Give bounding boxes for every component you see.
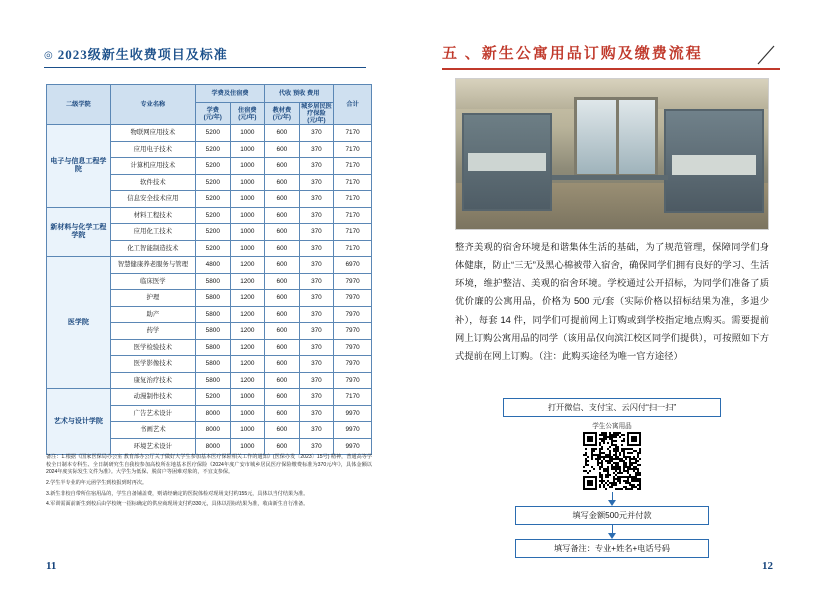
note-line: 备注：1.根据《国家医保局办公室 教育部办公厅关于做好大学生参加基本医疗保险相关工作的通知》(医保办发〔2023〕15号) 精神，普通高等学校全日制本专科生、全日制研究生自我校参加高校所在地基本医疗保险《2024年度广安市城乡居民医疗保险缴费标准为370元/年》，具体金额以2024年度实际发生文件为准》。大学生为低保、脱贫户等困难对象的，不宜支参保。 — [46, 454, 372, 476]
section-body-text — [455, 238, 769, 365]
cell-total: 7970 — [334, 356, 372, 373]
left-page — [0, 0, 408, 615]
cell-dorm: 1000 — [230, 174, 265, 191]
cell-insurance: 370 — [299, 372, 334, 389]
cell-insurance: 370 — [299, 158, 334, 175]
cell-book: 600 — [265, 141, 300, 158]
title-bullet-icon: ◎ — [44, 50, 54, 61]
cell-tuition: 5200 — [196, 224, 231, 241]
cell-major: 临床医学 — [110, 273, 195, 290]
cell-tuition: 5800 — [196, 339, 231, 356]
body-paragraph: 整齐美观的宿舍环境是和谐集体生活的基础，为了规范管理，保障同学们身体健康，防止“三无”及黑心棉被带入宿舍，确保同学们拥有良好的学习、生活环境，维护整洁、美观的宿舍环境。学校通过公开招标，为同学们准备了质优价廉的公寓用品，价格为 500 元/套（实际价格以招标结果为准，多退少补），每套 14 件，同学们可提前网上订购或到学校指定地点购买。需要提前网上订购公寓用品的同学（该用品仅向滨江校区同学们提供），可按照如下方式提前在网上订购。（注：此购买途径为唯一官方途径） — [455, 242, 769, 361]
fee-table-body — [47, 125, 372, 455]
cell-major: 应用化工技术 — [110, 224, 195, 241]
cell-tuition: 5200 — [196, 207, 231, 224]
cell-major: 材料工程技术 — [110, 207, 195, 224]
cell-dorm: 1000 — [230, 224, 265, 241]
cell-insurance: 370 — [299, 405, 334, 422]
cell-tuition: 5200 — [196, 240, 231, 257]
heading-underline — [442, 68, 780, 70]
cell-tuition: 5800 — [196, 356, 231, 373]
qr-code-wrapper — [455, 432, 769, 490]
cell-book: 600 — [265, 273, 300, 290]
right-page-number: 12 — [762, 560, 773, 572]
cell-dorm: 1000 — [230, 141, 265, 158]
cell-insurance: 370 — [299, 438, 334, 455]
cell-total: 7170 — [334, 207, 372, 224]
cell-book: 600 — [265, 356, 300, 373]
cell-total: 7970 — [334, 323, 372, 340]
cell-book: 600 — [265, 257, 300, 274]
cell-insurance: 370 — [299, 125, 334, 142]
cell-total: 7970 — [334, 290, 372, 307]
cell-major: 动漫制作技术 — [110, 389, 195, 406]
cell-major: 物联网应用技术 — [110, 125, 195, 142]
cell-tuition: 5200 — [196, 125, 231, 142]
cell-book: 600 — [265, 158, 300, 175]
table-row — [47, 125, 372, 142]
cell-total: 9970 — [334, 405, 372, 422]
cell-insurance: 370 — [299, 207, 334, 224]
cell-dorm: 1000 — [230, 389, 265, 406]
cell-major: 应用电子技术 — [110, 141, 195, 158]
cell-tuition: 5200 — [196, 389, 231, 406]
cell-major: 医学影像技术 — [110, 356, 195, 373]
cell-dorm: 1000 — [230, 207, 265, 224]
th-book: 教材费 (元/年) — [265, 103, 300, 125]
fee-table-head — [47, 85, 372, 125]
cell-book: 600 — [265, 339, 300, 356]
th-insurance: 城乡居民医疗保险 (元/年) — [300, 103, 332, 125]
cell-book: 600 — [265, 389, 300, 406]
cell-total: 7970 — [334, 339, 372, 356]
cell-tuition: 5200 — [196, 191, 231, 208]
cell-book: 600 — [265, 405, 300, 422]
left-title-text: 2023级新生收费项目及标准 — [57, 47, 228, 62]
flow-connector-1 — [612, 492, 613, 500]
cell-major: 软件技术 — [110, 174, 195, 191]
cell-insurance: 370 — [299, 257, 334, 274]
cell-dorm: 1200 — [230, 257, 265, 274]
cell-insurance: 370 — [299, 339, 334, 356]
cell-insurance: 370 — [299, 290, 334, 307]
right-page — [408, 0, 817, 615]
cell-college: 艺术与设计学院 — [47, 389, 111, 455]
cell-tuition: 5800 — [196, 306, 231, 323]
cell-major: 医学检验技术 — [110, 339, 195, 356]
cell-total: 7170 — [334, 224, 372, 241]
cell-major: 护理 — [110, 290, 195, 307]
cell-insurance: 370 — [299, 273, 334, 290]
cell-college: 新材料与化学工程学院 — [47, 207, 111, 257]
fee-table — [46, 84, 372, 455]
cell-tuition: 8000 — [196, 438, 231, 455]
qr-caption: 学生公寓用品 — [592, 423, 632, 430]
photo-window — [574, 97, 658, 177]
cell-dorm: 1200 — [230, 273, 265, 290]
note-line: 2.学生半专业的年元函学生到校报到时再次。 — [46, 479, 148, 486]
cell-dorm: 1200 — [230, 339, 265, 356]
left-page-title — [44, 44, 366, 68]
photo-bed-right — [664, 109, 764, 213]
cell-total: 7170 — [334, 174, 372, 191]
cell-total: 6970 — [334, 257, 372, 274]
cell-total: 7970 — [334, 306, 372, 323]
left-page-number: 11 — [46, 560, 57, 572]
photo-bed-left — [462, 113, 552, 211]
table-row — [47, 207, 372, 224]
cell-tuition: 5200 — [196, 158, 231, 175]
flow-step-1: 打开微信、支付宝、云闪付“扫一扫” — [503, 398, 721, 417]
table-row — [47, 257, 372, 274]
cell-dorm: 1200 — [230, 372, 265, 389]
cell-dorm: 1000 — [230, 125, 265, 142]
cell-total: 9970 — [334, 422, 372, 439]
th-dorm: 住宿费 (元/年) — [230, 103, 265, 125]
cell-tuition: 5800 — [196, 273, 231, 290]
cell-dorm: 1200 — [230, 290, 265, 307]
cell-total: 7970 — [334, 372, 372, 389]
cell-tuition: 4800 — [196, 257, 231, 274]
flow-step-2: 填写金额500元并付款 — [515, 506, 709, 525]
cell-college: 医学院 — [47, 257, 111, 389]
th-major: 专业名称 — [110, 85, 195, 125]
cell-major: 环境艺术设计 — [110, 438, 195, 455]
cell-book: 600 — [265, 306, 300, 323]
cell-dorm: 1200 — [230, 306, 265, 323]
decorative-slash-icon — [756, 44, 776, 66]
cell-college: 电子与信息工程学院 — [47, 125, 111, 208]
cell-insurance: 370 — [299, 306, 334, 323]
cell-insurance: 370 — [299, 224, 334, 241]
cell-total: 7170 — [334, 240, 372, 257]
cell-total: 7170 — [334, 125, 372, 142]
section-heading — [442, 42, 780, 70]
cell-tuition: 5800 — [196, 290, 231, 307]
cell-major: 书画艺术 — [110, 422, 195, 439]
cell-book: 600 — [265, 191, 300, 208]
cell-book: 600 — [265, 224, 300, 241]
cell-total: 7970 — [334, 273, 372, 290]
th-collected-group: 代收 预收 费用 — [265, 85, 334, 103]
cell-tuition: 5800 — [196, 323, 231, 340]
cell-total: 9970 — [334, 438, 372, 455]
cell-total: 7170 — [334, 141, 372, 158]
cell-insurance: 370 — [299, 356, 334, 373]
cell-insurance: 370 — [299, 240, 334, 257]
cell-dorm: 1000 — [230, 438, 265, 455]
flow-connector-2 — [612, 525, 613, 533]
cell-dorm: 1200 — [230, 323, 265, 340]
cell-major: 化工智能制造技术 — [110, 240, 195, 257]
photo-rail — [552, 175, 668, 180]
th-college: 二级学院 — [47, 85, 111, 125]
cell-major: 计算机应用技术 — [110, 158, 195, 175]
fee-notes — [46, 454, 372, 512]
cell-dorm: 1200 — [230, 356, 265, 373]
cell-dorm: 1000 — [230, 191, 265, 208]
cell-insurance: 370 — [299, 174, 334, 191]
cell-insurance: 370 — [299, 191, 334, 208]
cell-book: 600 — [265, 290, 300, 307]
cell-insurance: 370 — [299, 323, 334, 340]
cell-book: 600 — [265, 323, 300, 340]
cell-book: 600 — [265, 125, 300, 142]
flow-step-3: 填写备注：专业+姓名+电话号码 — [515, 539, 709, 558]
cell-total: 7170 — [334, 191, 372, 208]
cell-dorm: 1000 — [230, 405, 265, 422]
cell-tuition: 5200 — [196, 174, 231, 191]
qr-code-icon — [583, 432, 641, 490]
cell-insurance: 370 — [299, 141, 334, 158]
cell-tuition: 5200 — [196, 141, 231, 158]
cell-major: 助产 — [110, 306, 195, 323]
cell-major: 智慧健康养老服务与管理 — [110, 257, 195, 274]
cell-total: 7170 — [334, 158, 372, 175]
note-line: 3.新生非校自带所住宿用品的，学生自备铺盖费，则请经确定的医院体检对现场支付约155元，具体以当付结果为准。 — [46, 490, 309, 497]
cell-major: 广告艺术设计 — [110, 405, 195, 422]
section-heading-text: 五 、新生公寓用品订购及缴费流程 — [442, 46, 703, 62]
cell-insurance: 370 — [299, 389, 334, 406]
table-row — [47, 389, 372, 406]
cell-tuition: 8000 — [196, 405, 231, 422]
th-tuition-group: 学费及住宿费 — [196, 85, 265, 103]
cell-book: 600 — [265, 240, 300, 257]
cell-dorm: 1000 — [230, 240, 265, 257]
cell-tuition: 8000 — [196, 422, 231, 439]
cell-book: 600 — [265, 207, 300, 224]
cell-book: 600 — [265, 174, 300, 191]
cell-total: 7170 — [334, 389, 372, 406]
cell-major: 信息安全技术应用 — [110, 191, 195, 208]
cell-dorm: 1000 — [230, 422, 265, 439]
cell-dorm: 1000 — [230, 158, 265, 175]
th-total: 合计 — [334, 85, 372, 125]
cell-book: 600 — [265, 372, 300, 389]
cell-insurance: 370 — [299, 422, 334, 439]
dormitory-photo — [455, 78, 769, 230]
cell-book: 600 — [265, 438, 300, 455]
th-tuition: 学费 (元/年) — [196, 103, 231, 125]
cell-major: 康复治疗技术 — [110, 372, 195, 389]
cell-book: 600 — [265, 422, 300, 439]
note-line: 4.军训需面前新生到校后由学校统一招标确定的供应商现场支付约330元，具体以招标结果为准，收由新生自行准备。 — [46, 501, 309, 508]
payment-flow-diagram — [455, 398, 769, 558]
cell-major: 药学 — [110, 323, 195, 340]
cell-tuition: 5800 — [196, 372, 231, 389]
